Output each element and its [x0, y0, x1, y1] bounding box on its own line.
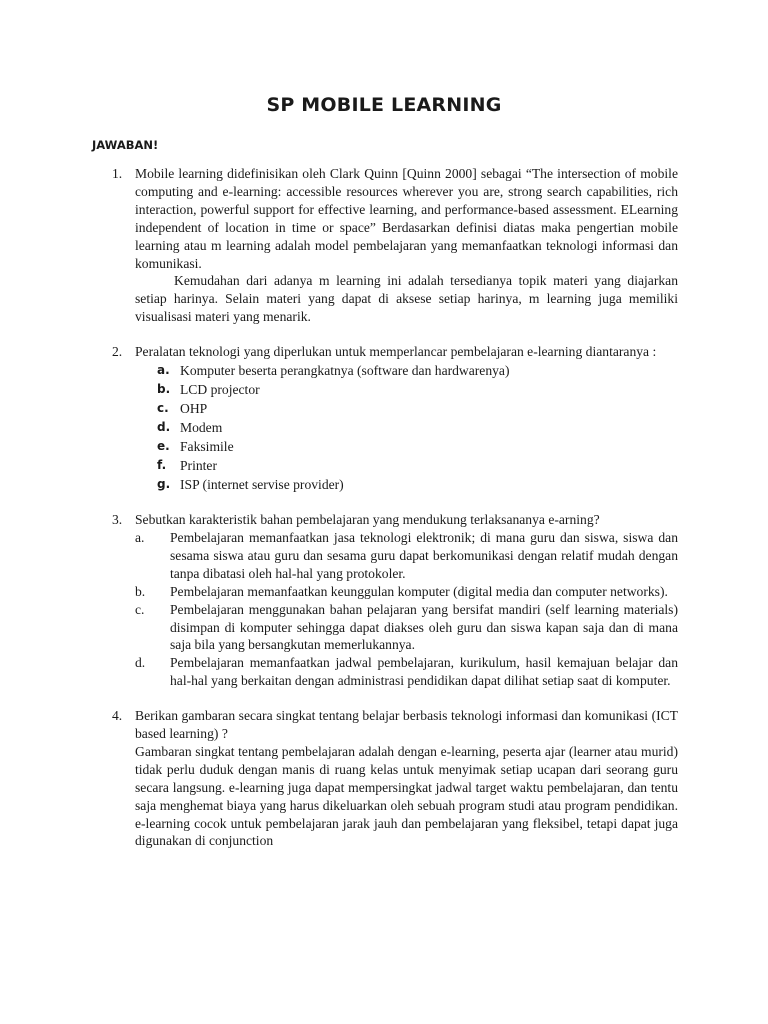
question-number: 4. — [112, 708, 123, 724]
list-item — [135, 654, 678, 690]
question-4-text: Berikan gambaran secara singkat tentang belajar berbasis teknologi informasi dan komunikasi (ICT based learning) ? — [135, 708, 678, 742]
question-4-answer: Gambaran singkat tentang pembelajaran adalah dengan e-learning, peserta ajar (learner atau murid) tidak perlu duduk dengan manis di ruang kelas untuk menyimak setiap ucapan dari seorang guru secara langsung. e-learning juga dapat mempersingkat jadwal target waktu pembelajaran, dan tentu saja menghemat biaya yang harus dikeluarkan oleh sebuah program studi atau program pendidikan. e-learning cocok untuk pembelajaran jarak jauh dan pembelajaran yang fleksibel, tetapi dapat juga digunakan di conjunction — [135, 743, 678, 849]
list-marker: d. — [135, 655, 146, 671]
question-4 — [112, 707, 678, 850]
document-title: SP MOBILE LEARNING — [266, 94, 502, 116]
list-marker: b. — [157, 382, 171, 397]
list-item-text: LCD projector — [180, 382, 260, 398]
characteristics-list — [135, 529, 678, 690]
question-number: 3. — [112, 512, 123, 528]
question-3 — [112, 511, 678, 690]
question-number: 1. — [112, 166, 123, 181]
list-marker: c. — [157, 401, 169, 416]
list-marker: d. — [157, 420, 171, 435]
list-marker: a. — [135, 529, 145, 545]
equipment-list — [135, 361, 678, 494]
list-item-text: Pembelajaran menggunakan bahan pelajaran yang bersifat mandiri (self learning materials) disimpan di komputer sehingga dapat diakses oleh guru dan siswa kapan saja dan di mana saja bila yang bersangkutan memerlukannya. — [170, 601, 678, 653]
list-item — [135, 601, 678, 655]
list-marker: e. — [157, 439, 170, 454]
list-item-text: Pembelajaran memanfaatkan jadwal pembelajaran, kurikulum, hasil kemajuan belajar dan hal-hal yang berkaitan dengan administrasi pendidikan dapat dilihat setiap saat di komputer. — [170, 655, 678, 689]
list-marker: c. — [135, 601, 145, 617]
list-item-text: Faksimile — [180, 439, 234, 455]
list-item — [135, 418, 678, 437]
list-item-text: Modem — [180, 420, 223, 436]
question-2-text: Peralatan teknologi yang diperlukan untuk memperlancar pembelajaran e-learning diantaranya : — [135, 344, 657, 360]
list-item — [135, 583, 678, 601]
list-item — [135, 399, 678, 418]
list-marker: g. — [157, 477, 171, 492]
list-item — [135, 529, 678, 583]
answer-heading: JAWABAN! — [92, 138, 159, 152]
question-3-text: Sebutkan karakteristik bahan pembelajaran yang mendukung terlaksananya e-arning? — [135, 512, 600, 528]
question-1-paragraph-1: Mobile learning didefinisikan oleh Clark Quinn [Quinn 2000] sebagai “The intersection of mobile computing and e-learning: accessible resources wherever you are, strong search capabilities, rich interaction, powerful support for effective learning, and performance-based assessment. ELearning independent of location in time or space” Berdasarkan definisi diatas maka pengertian mobile learning atau m learning adalah model pembelajaran yang memanfaatkan teknologi informasi dan komunikasi. — [135, 166, 678, 271]
list-item-text: Printer — [180, 458, 217, 474]
question-number: 2. — [112, 344, 123, 360]
question-1 — [112, 165, 678, 326]
list-item-text: Pembelajaran memanfaatkan keunggulan komputer (digital media dan computer networks). — [170, 583, 668, 599]
list-item — [135, 475, 678, 494]
list-marker: f. — [157, 458, 167, 473]
list-marker: a. — [157, 363, 170, 378]
list-item-text: ISP (internet servise provider) — [180, 477, 344, 493]
list-item — [135, 380, 678, 399]
list-marker: b. — [135, 583, 146, 599]
question-2 — [112, 343, 678, 494]
list-item — [135, 361, 678, 380]
list-item — [135, 437, 678, 456]
list-item-text: Komputer beserta perangkatnya (software dan hardwarenya) — [180, 363, 510, 379]
list-item — [135, 456, 678, 475]
list-item-text: Pembelajaran memanfaatkan jasa teknologi elektronik; di mana guru dan siswa, siswa dan sesama siswa atau guru dan sesama guru dapat berkomunikasi dengan relatif mudah dengan tanpa dibatasi oleh hal-hal yang protokoler. — [170, 529, 678, 581]
question-1-paragraph-2: Kemudahan dari adanya m learning ini adalah tersedianya topik materi yang diajarkan setiap harinya. Selain materi yang dapat di aksese setiap harinya, m learning juga memiliki visualisasi materi yang menarik. — [135, 273, 678, 325]
document-body — [112, 165, 678, 850]
list-item-text: OHP — [180, 401, 208, 417]
